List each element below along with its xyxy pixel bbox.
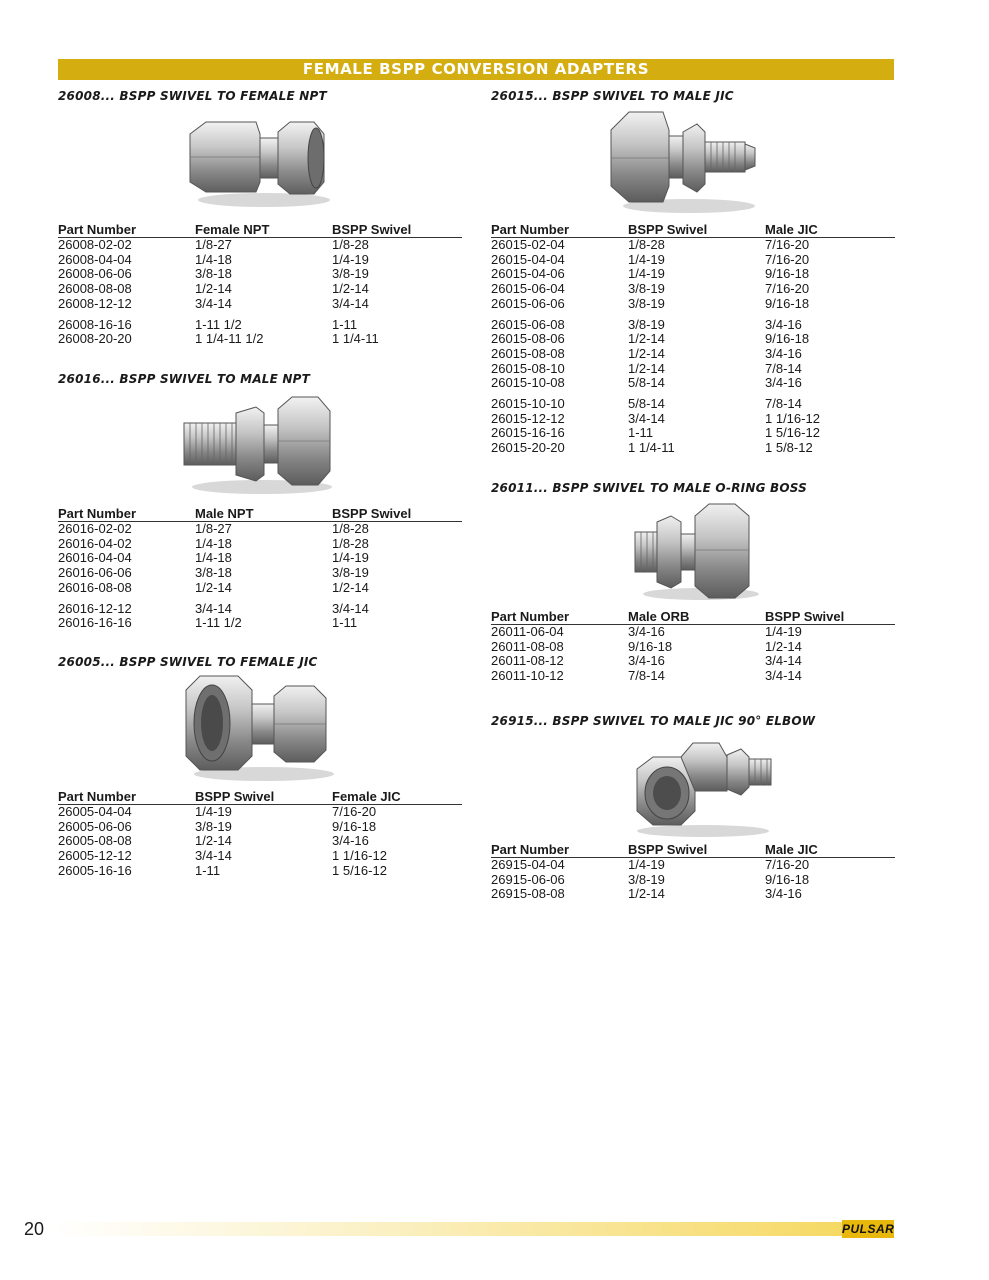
table-row	[58, 537, 462, 552]
size-cell: 1/4-19	[332, 251, 369, 267]
size-cell: 7/16-20	[765, 251, 810, 267]
table-row	[58, 581, 462, 596]
column-header: Part Number	[491, 843, 628, 858]
size-cell: 3/4-16	[765, 316, 802, 332]
column-header: Female JIC	[332, 790, 462, 805]
table-row	[491, 267, 895, 282]
size-cell: 1/4-18	[195, 550, 232, 566]
size-cell: 1/2-14	[332, 579, 369, 595]
size-cell: 3/4-14	[628, 410, 665, 426]
part-number-cell: 26016-06-06	[58, 565, 132, 581]
column-header: Male JIC	[765, 223, 895, 238]
size-cell: 3/4-14	[765, 668, 802, 684]
part-number-cell: 26915-06-06	[491, 871, 565, 887]
part-number-cell: 26008-02-02	[58, 237, 132, 252]
table-row	[491, 654, 895, 669]
table-row	[491, 441, 895, 456]
size-cell: 5/8-14	[628, 375, 665, 391]
size-cell: 1-11	[195, 862, 221, 878]
size-cell: 1 5/16-12	[332, 862, 387, 878]
fitting-illustration	[178, 393, 338, 497]
size-cell: 3/8-19	[628, 316, 665, 332]
fitting-illustration	[631, 502, 761, 602]
part-number-cell: 26005-16-16	[58, 862, 132, 878]
size-cell: 1 1/4-11 1/2	[195, 331, 264, 347]
size-cell: 3/8-19	[628, 871, 665, 887]
size-cell: 5/8-14	[628, 396, 665, 412]
table-row	[58, 805, 462, 820]
size-cell: 1-11	[332, 615, 358, 631]
table-row	[491, 887, 895, 902]
part-number-cell: 26015-16-16	[491, 425, 565, 441]
column-header: BSPP Swivel	[628, 223, 765, 238]
size-cell: 1/2-14	[195, 579, 232, 595]
part-number-cell: 26005-12-12	[58, 848, 132, 864]
parts-table	[58, 507, 462, 631]
size-cell: 1 1/16-12	[765, 410, 820, 426]
size-cell: 3/4-16	[765, 886, 802, 902]
size-cell: 1/4-18	[195, 251, 232, 267]
column-header: Part Number	[491, 610, 628, 625]
column-header: Male JIC	[765, 843, 895, 858]
brand-logo: PULSAR	[842, 1222, 895, 1236]
size-cell: 1/8-28	[332, 521, 369, 536]
part-number-cell: 26008-06-06	[58, 266, 132, 282]
column-header: BSPP Swivel	[765, 610, 895, 625]
section-title: 26008... BSPP SWIVEL TO FEMALE NPT	[58, 89, 327, 103]
size-cell: 1 1/16-12	[332, 848, 387, 864]
footer-gradient-bar	[52, 1222, 842, 1236]
part-number-cell: 26016-16-16	[58, 615, 132, 631]
table-row	[58, 312, 462, 333]
size-cell: 1/2-14	[628, 345, 665, 361]
table-header-row	[491, 843, 895, 858]
part-number-cell: 26915-04-04	[491, 857, 565, 872]
fitting-image-26915	[491, 729, 895, 843]
size-cell: 1/4-19	[765, 624, 802, 639]
size-cell: 7/16-20	[765, 857, 810, 872]
size-cell: 1/4-18	[195, 535, 232, 551]
part-number-cell: 26011-08-12	[491, 653, 564, 669]
table-row	[58, 267, 462, 282]
size-cell: 3/4-14	[195, 848, 232, 864]
part-number-cell: 26008-20-20	[58, 331, 132, 347]
part-number-cell: 26011-08-08	[491, 638, 564, 654]
section-26008	[58, 88, 462, 347]
fitting-image-26008	[58, 104, 462, 223]
size-cell: 3/8-18	[195, 266, 232, 282]
part-number-cell: 26008-16-16	[58, 316, 132, 332]
part-number-cell: 26015-08-08	[491, 345, 565, 361]
fitting-image-26016	[58, 387, 462, 507]
column-header: BSPP Swivel	[332, 223, 462, 238]
column-header: BSPP Swivel	[628, 843, 765, 858]
part-number-cell: 26015-06-08	[491, 316, 565, 332]
size-cell: 7/16-20	[765, 281, 810, 297]
size-cell: 1 1/4-11	[628, 440, 675, 456]
table-row	[491, 391, 895, 412]
section-title: 26015... BSPP SWIVEL TO MALE JIC	[491, 89, 734, 103]
part-number-cell: 26016-04-04	[58, 550, 132, 566]
size-cell: 1/8-28	[332, 237, 369, 252]
part-number-cell: 26015-10-08	[491, 375, 565, 391]
size-cell: 1/4-19	[628, 266, 665, 282]
column-header: Female NPT	[195, 223, 332, 238]
parts-table	[491, 610, 895, 684]
section-title: 26005... BSPP SWIVEL TO FEMALE JIC	[58, 655, 318, 669]
table-row	[491, 253, 895, 268]
section-26011	[491, 480, 895, 684]
table-header-row	[58, 790, 462, 805]
fitting-image-26011	[491, 496, 895, 610]
size-cell: 7/8-14	[765, 360, 802, 376]
table-row	[491, 873, 895, 888]
section-title: 26011... BSPP SWIVEL TO MALE O-RING BOSS	[491, 481, 808, 495]
size-cell: 1-11	[332, 316, 358, 332]
part-number-cell: 26015-06-06	[491, 295, 565, 311]
size-cell: 1/8-27	[195, 521, 232, 536]
table-header-row	[491, 610, 895, 625]
size-cell: 1-11	[628, 425, 654, 441]
size-cell: 1/2-14	[628, 886, 665, 902]
size-cell: 3/4-16	[765, 375, 802, 391]
part-number-cell: 26015-04-06	[491, 266, 565, 282]
section-title: 26915... BSPP SWIVEL TO MALE JIC 90° ELBOW	[491, 714, 816, 728]
size-cell: 1/2-14	[332, 281, 369, 297]
parts-table	[58, 790, 462, 879]
size-cell: 3/4-14	[195, 295, 232, 311]
size-cell: 1 5/16-12	[765, 425, 820, 441]
size-cell: 7/16-20	[332, 804, 377, 819]
table-header-row	[58, 223, 462, 238]
table-row	[491, 282, 895, 297]
part-number-cell: 26005-08-08	[58, 833, 132, 849]
table-row	[58, 253, 462, 268]
page-number: 20	[24, 1219, 45, 1239]
part-number-cell: 26016-02-02	[58, 521, 132, 536]
size-cell: 3/4-14	[332, 295, 369, 311]
size-cell: 1/4-19	[195, 804, 232, 819]
size-cell: 1-11 1/2	[195, 615, 242, 631]
size-cell: 3/8-19	[195, 818, 232, 834]
size-cell: 3/4-16	[332, 833, 369, 849]
size-cell: 1-11 1/2	[195, 316, 242, 332]
size-cell: 3/4-16	[628, 653, 665, 669]
column-header: Part Number	[58, 507, 195, 522]
part-number-cell: 26015-08-06	[491, 331, 565, 347]
table-row	[491, 625, 895, 640]
table-row	[491, 412, 895, 427]
size-cell: 9/16-18	[765, 295, 810, 311]
table-row	[58, 522, 462, 537]
section-26915	[491, 713, 895, 902]
table-row	[491, 376, 895, 391]
table-row	[491, 362, 895, 377]
part-number-cell: 26015-08-10	[491, 360, 565, 376]
table-row	[491, 640, 895, 655]
size-cell: 9/16-18	[765, 266, 810, 282]
section-26015	[491, 88, 895, 456]
section-title: 26016... BSPP SWIVEL TO MALE NPT	[58, 372, 311, 386]
table-row	[491, 297, 895, 312]
table-row	[58, 849, 462, 864]
table-row	[58, 297, 462, 312]
size-cell: 1/8-27	[195, 237, 232, 252]
size-cell: 3/8-19	[332, 565, 369, 581]
section-26005	[58, 654, 462, 879]
part-number-cell: 26015-20-20	[491, 440, 565, 456]
part-number-cell: 26015-12-12	[491, 410, 565, 426]
size-cell: 7/8-14	[628, 668, 665, 684]
size-cell: 1/2-14	[628, 360, 665, 376]
size-cell: 1/8-28	[332, 535, 369, 551]
page-banner: FEMALE BSPP CONVERSION ADAPTERS	[58, 59, 894, 80]
size-cell: 1/8-28	[628, 237, 665, 252]
table-header-row	[491, 223, 895, 238]
part-number-cell: 26011-10-12	[491, 668, 564, 684]
fitting-illustration	[605, 108, 765, 216]
fitting-illustration	[186, 112, 331, 212]
table-row	[58, 616, 462, 631]
size-cell: 1 1/4-11	[332, 331, 379, 347]
table-row	[58, 332, 462, 347]
column-header: BSPP Swivel	[332, 507, 462, 522]
size-cell: 9/16-18	[628, 638, 673, 654]
column-header: Part Number	[58, 223, 195, 238]
size-cell: 1/2-14	[195, 833, 232, 849]
size-cell: 1/2-14	[195, 281, 232, 297]
size-cell: 3/8-19	[628, 295, 665, 311]
part-number-cell: 26008-04-04	[58, 251, 132, 267]
fitting-illustration	[623, 735, 783, 839]
table-row	[491, 669, 895, 684]
size-cell: 1/2-14	[765, 638, 802, 654]
table-row	[58, 834, 462, 849]
column-header: Male NPT	[195, 507, 332, 522]
table-row	[58, 551, 462, 566]
size-cell: 1/4-19	[628, 857, 665, 872]
size-cell: 7/16-20	[765, 237, 810, 252]
part-number-cell: 26015-02-04	[491, 237, 565, 252]
table-row	[491, 858, 895, 873]
size-cell: 3/8-18	[195, 565, 232, 581]
part-number-cell: 26005-06-06	[58, 818, 132, 834]
table-row	[58, 238, 462, 253]
part-number-cell: 26011-06-04	[491, 624, 564, 639]
section-26016	[58, 371, 462, 631]
table-row	[491, 332, 895, 347]
part-number-cell: 26015-06-04	[491, 281, 565, 297]
parts-table	[491, 843, 895, 902]
parts-table	[58, 223, 462, 347]
part-number-cell: 26008-12-12	[58, 295, 132, 311]
parts-table	[491, 223, 895, 456]
size-cell: 7/8-14	[765, 396, 802, 412]
table-row	[491, 238, 895, 253]
size-cell: 9/16-18	[332, 818, 377, 834]
size-cell: 3/4-16	[765, 345, 802, 361]
part-number-cell: 26005-04-04	[58, 804, 132, 819]
size-cell: 1/4-19	[628, 251, 665, 267]
size-cell: 3/8-19	[332, 266, 369, 282]
fitting-image-26005	[58, 670, 462, 790]
column-header: BSPP Swivel	[195, 790, 332, 805]
size-cell: 3/8-19	[628, 281, 665, 297]
part-number-cell: 26015-10-10	[491, 396, 565, 412]
table-row	[58, 820, 462, 835]
table-row	[58, 566, 462, 581]
column-header: Part Number	[491, 223, 628, 238]
size-cell: 1/4-19	[332, 550, 369, 566]
part-number-cell: 26016-04-02	[58, 535, 132, 551]
table-row	[491, 312, 895, 333]
fitting-illustration	[182, 674, 342, 784]
table-row	[491, 426, 895, 441]
size-cell: 3/4-14	[332, 600, 369, 616]
column-header: Part Number	[58, 790, 195, 805]
fitting-image-26015	[491, 104, 895, 223]
size-cell: 3/4-14	[195, 600, 232, 616]
table-row	[58, 282, 462, 297]
part-number-cell: 26016-12-12	[58, 600, 132, 616]
size-cell: 9/16-18	[765, 871, 810, 887]
size-cell: 3/4-16	[628, 624, 665, 639]
table-row	[58, 596, 462, 617]
size-cell: 1 5/8-12	[765, 440, 813, 456]
size-cell: 9/16-18	[765, 331, 810, 347]
part-number-cell: 26008-08-08	[58, 281, 132, 297]
part-number-cell: 26016-08-08	[58, 579, 132, 595]
size-cell: 3/4-14	[765, 653, 802, 669]
size-cell: 1/2-14	[628, 331, 665, 347]
table-row	[58, 864, 462, 879]
part-number-cell: 26915-08-08	[491, 886, 565, 902]
part-number-cell: 26015-04-04	[491, 251, 565, 267]
table-row	[491, 347, 895, 362]
table-header-row	[58, 507, 462, 522]
column-header: Male ORB	[628, 610, 765, 625]
